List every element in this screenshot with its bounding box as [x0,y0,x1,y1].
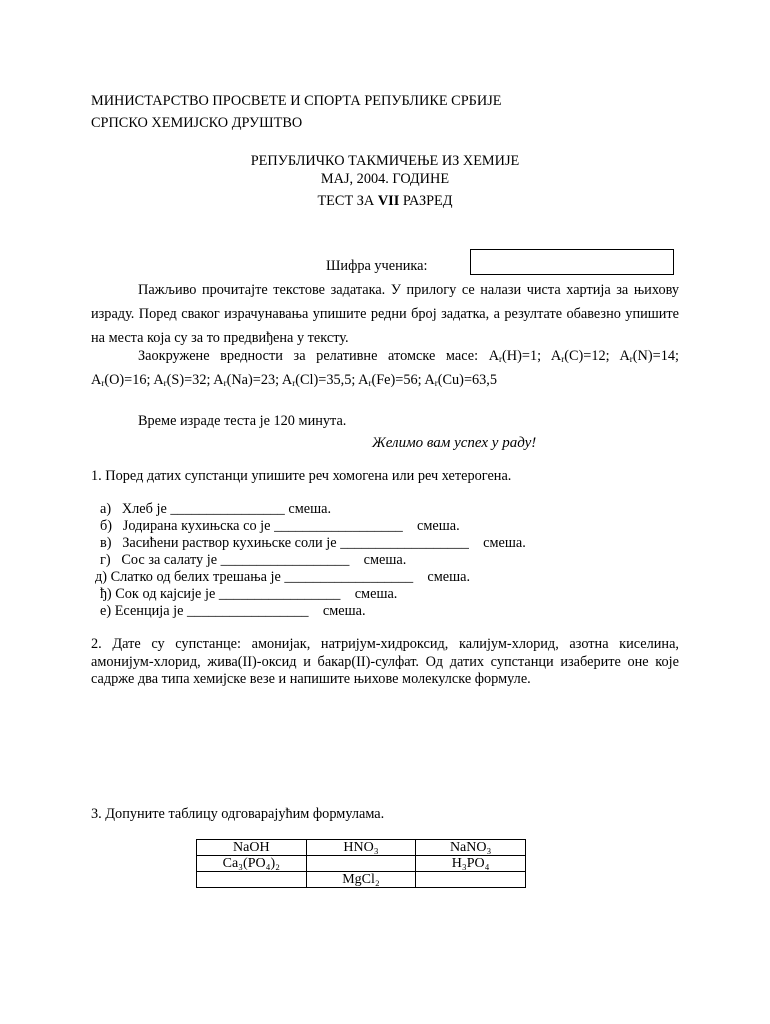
atomic-masses-paragraph: Заокружене вредности за релативне атомске масе: $A_r(H)=1$; $A_r(C)=12$; $A_r(N)=14$; $A_r(O)=16$; $A_r(S)=32$; $A_r(Na)=23$; $A_r(Cl)=35,5$; $A_r(Fe)=56$; $A_r(Cu)=63,5$ [91,348,679,388]
table-cell-empty[interactable] [306,856,416,872]
list-item: ђ) Сок од кајсије је _________________ смеша. [100,586,398,602]
mass-n: $A_r(N)=14$; [619,348,679,364]
mass-na: $A_r(Na)=23$; [213,372,280,388]
table-row [197,856,526,872]
list-item: в) Засићени раствор кухињске соли је __________________ смеша. [100,535,526,551]
test-grade: ТЕСТ ЗА VII РАЗРЕД [317,193,453,209]
mass-cl: $A_r(Cl)=35,5$; [281,372,356,388]
student-code-label: Шифра ученика: [326,258,428,274]
good-luck-wish: Желимо вам успех у раду! [372,435,537,451]
instructions-paragraph: Пажљиво прочитајте текстове задатака. У прилогу се налази чиста хартија за њихову израду. Поред сваког израчунавања упишите редни број задатка, а резултате обавезно упишите на места која су за то предвиђена у тексту. [91,282,679,346]
society-line: СРПСКО ХЕМИЈСКО ДРУШТВО [91,115,303,131]
answer-blank[interactable]: __________________ [220,552,350,568]
ministry-line: МИНИСТАРСТВО ПРОСВЕТЕ И СПОРТА РЕПУБЛИКЕ СРБИЈЕ [91,93,502,109]
table-cell: H₃PO₄ [416,856,526,872]
student-code-box[interactable] [470,249,674,275]
table-row [197,872,526,888]
answer-blank[interactable]: __________________ [340,535,469,551]
mass-fe: $A_r(Fe)=56$; [358,372,422,388]
mass-h: $A_r(H)=1$; [488,348,542,364]
formula-table [196,839,526,888]
time-note: Време израде теста је 120 минута. [138,413,347,429]
answer-blank[interactable]: _________________ [187,603,309,619]
table-cell: Ca₃(PO₄)₂ [197,856,307,872]
mass-cu: $A_r(Cu)=63,5$ [424,372,498,388]
mass-o: $A_r(O)=16$; [91,372,151,388]
table-cell: MgCl₂ [306,872,416,888]
table-cell-empty[interactable] [416,872,526,888]
table-row [197,840,526,856]
list-item: а) Хлеб је ________________ смеша. [100,501,332,517]
answer-blank[interactable]: _________________ [218,586,341,602]
list-item: г) Сос за салату је __________________ смеша. [100,552,407,568]
list-item: д) Слатко од белих трешања је __________________ смеша. [95,569,471,585]
table-cell: NaOH [197,840,307,856]
competition-title: РЕПУБЛИЧКО ТАКМИЧЕЊЕ ИЗ ХЕМИЈЕ [250,153,520,169]
answer-blank[interactable]: ________________ [170,501,285,517]
mass-s: $A_r(S)=32$; [153,372,211,388]
q1-text: 1. Поред датих супстанци упишите реч хомогена или реч хетерогена. [91,468,512,484]
list-item: б) Јодирана кухињска со је __________________ смеша. [100,518,460,534]
table-cell: HNO₃ [306,840,416,856]
list-item: е) Есенција је _________________ смеша. [100,603,366,619]
mass-c: $A_r(C)=12$; [550,348,610,364]
answer-blank[interactable]: __________________ [274,518,403,534]
table-cell-empty[interactable] [197,872,307,888]
table-cell: NaNO₃ [416,840,526,856]
q3-text: 3. Допуните таблицу одговарајућим формулама. [91,806,385,822]
answer-blank[interactable]: __________________ [284,569,414,585]
q2-text: 2. Дате су супстанце: амонијак, натријум-хидроксид, калијум-хлорид, азотна киселина, амонијум-хлорид, жива(II)-оксид и бакар(II)-сулфат. Од датих супстанци изаберите оне које садрже два типа хемијске везе и напишите њихове молекулске формуле. [91,636,679,687]
competition-date: МАЈ, 2004. ГОДИНЕ [320,171,450,187]
